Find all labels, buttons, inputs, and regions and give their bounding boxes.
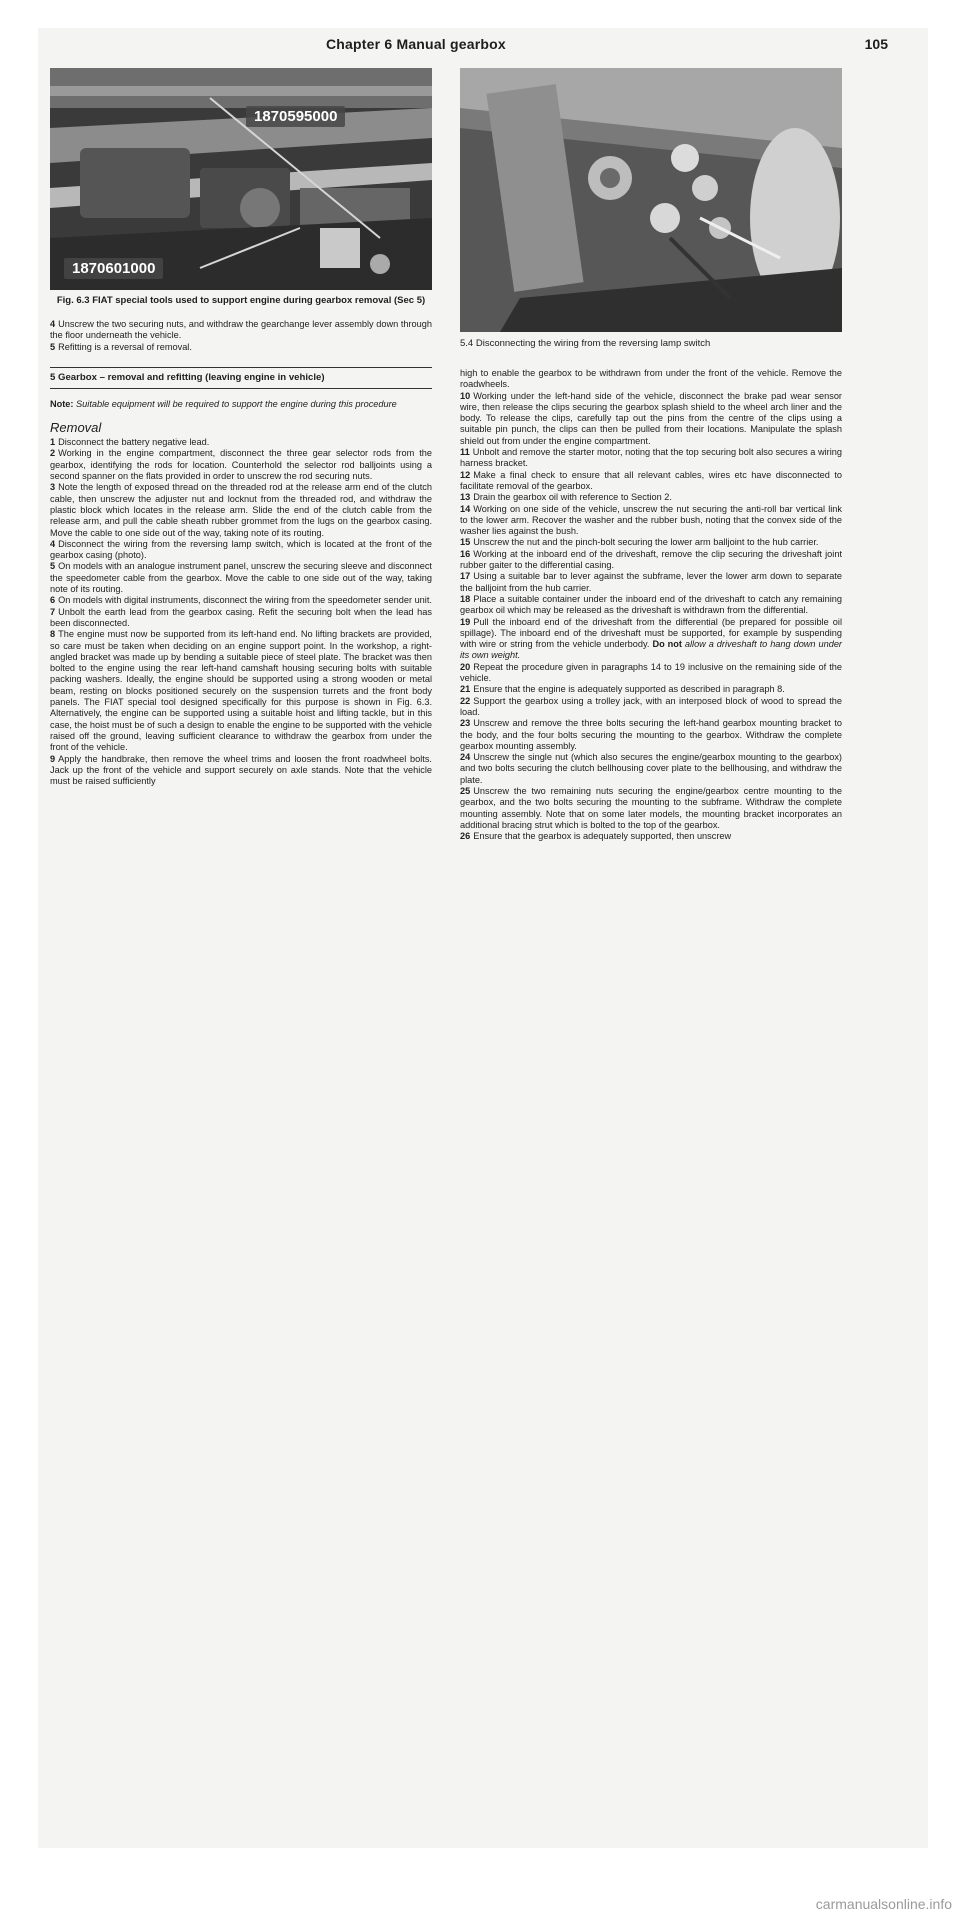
paragraph: 22 Support the gearbox using a trolley jack, with an interposed block of wood to spread the load. bbox=[460, 695, 842, 717]
tool-callout-bottom: 1870601000 bbox=[64, 258, 163, 279]
paragraph: 10 Working under the left-hand side of the vehicle, disconnect the brake pad wear sensor wire, then release the clips securing the gearbox splash shield to the wheel arch liner and the body. To release the clips, carefully tap out the pins from the centre of the clips using a suitable pin punch, the clips can then be pulled from their locations. Manipulate the splash shield out from under the engine compartment. bbox=[460, 390, 842, 446]
site-watermark: carmanualsonline.info bbox=[815, 1896, 952, 1912]
reversing-switch-image bbox=[460, 68, 842, 332]
section-rule-top bbox=[50, 367, 432, 368]
section-title: 5 Gearbox – removal and refitting (leaving engine in vehicle) bbox=[50, 371, 325, 383]
page-header bbox=[38, 36, 928, 60]
chapter-title: Chapter 6 Manual gearbox bbox=[326, 36, 506, 52]
paragraph: 1 Disconnect the battery negative lead. bbox=[50, 437, 210, 448]
paragraph: 4 Unscrew the two securing nuts, and withdraw the gearchange lever assembly down through the floor underneath the vehicle. bbox=[50, 319, 432, 341]
engine-bay-image bbox=[50, 68, 432, 290]
removal-subheading: Removal bbox=[50, 420, 102, 436]
paragraph-continuation: high to enable the gearbox to be withdrawn from under the front of the vehicle. Remove the roadwheels. bbox=[460, 368, 842, 390]
figure-caption-left: Fig. 6.3 FIAT special tools used to support engine during gearbox removal (Sec 5) bbox=[56, 295, 426, 306]
intro-paragraphs bbox=[50, 319, 432, 353]
paragraph: 13 Drain the gearbox oil with reference to Section 2. bbox=[460, 492, 672, 503]
paragraph: 11 Unbolt and remove the starter motor, noting that the top securing bolt also secures a wiring harness bracket. bbox=[460, 447, 842, 469]
page-number: 105 bbox=[864, 36, 888, 52]
paragraph: 7 Unbolt the earth lead from the gearbox casing. Refit the securing bolt when the lead has been disconnected. bbox=[50, 606, 432, 628]
paragraph: 24 Unscrew the single nut (which also secures the engine/gearbox mounting to the gearbox) and two bolts securing the clutch bellhousing cover plate to the bellhousing, and withdraw the plate. bbox=[460, 752, 842, 785]
paragraph: 6 On models with digital instruments, disconnect the wiring from the speedometer sender unit. bbox=[50, 595, 432, 606]
left-column bbox=[50, 68, 432, 787]
paragraph: 23 Unscrew and remove the three bolts securing the left-hand gearbox mounting bracket to the body, and the four bolts securing the mounting to the gearbox. Withdraw the complete gearbox mounting assembly. bbox=[460, 718, 842, 751]
paragraph: 8 The engine must now be supported from its left-hand end. No lifting brackets are provided, so care must be taken when deciding on an engine support point. In the workshop, a right-angled bracket was made up by bending a suitable piece of steel plate. The bracket was then bolted to the engine using the rear left-hand camshaft housing securing bolts with suitable packing washers. Ideally, the engine should be supported using a strong wooden or metal beam, resting on blocks positioned securely on the suspension turrets and the front body panels. The FIAT special tool designed specifically for this purpose is shown in Fig. 6.3. Alternatively, the engine can be supported using a suitable hoist and lifting tackle, but in this case, the hoist must be of such a design to enable the engine to be supported with the vehicle raised off the ground, leaving sufficient clearance to withdraw the gearbox from under the front of the vehicle. bbox=[50, 629, 432, 753]
engine-bay-photo bbox=[50, 68, 432, 290]
paragraph: 3 Note the length of exposed thread on the threaded rod at the release arm end of the clutch cable, then unscrew the adjuster nut and locknut from the threaded rod, and withdraw the plastic block which locates in the release arm. Slide the end of the clutch cable from the release arm, and pull the cable sheath rubber grommet from the lugs on the gearbox casing. Move the cable to one side out of the way, taking note of its routing. bbox=[50, 482, 432, 538]
paragraph: 20 Repeat the procedure given in paragraphs 14 to 19 inclusive on the remaining side of the vehicle. bbox=[460, 661, 842, 684]
section-rule-bottom bbox=[50, 388, 432, 389]
paragraph: 4 Disconnect the wiring from the reversing lamp switch, which is located at the front of the gearbox casing (photo). bbox=[50, 538, 432, 561]
paragraph: 19 Pull the inboard end of the driveshaft from the differential (be prepared for possible oil spillage). The inboard end of the driveshaft must be supported, for example by suspending with wire or string from the vehicle underbody. Do not allow a driveshaft to hang down under its own weight. bbox=[460, 616, 842, 661]
paragraph: 15 Unscrew the nut and the pinch-bolt securing the lower arm balljoint to the hub carrier. bbox=[460, 537, 819, 548]
paragraph: 18 Place a suitable container under the inboard end of the driveshaft to catch any remaining gearbox oil which may be released as the driveshaft is withdrawn from the differential. bbox=[460, 593, 842, 616]
reversing-switch-photo bbox=[460, 68, 842, 332]
removal-paragraphs bbox=[50, 437, 432, 787]
paragraph: 16 Working at the inboard end of the driveshaft, remove the clip securing the driveshaft joint rubber gaiter to the differential casing. bbox=[460, 548, 842, 571]
paragraph: 9 Apply the handbrake, then remove the wheel trims and loosen the front roadwheel bolts. Jack up the front of the vehicle and support securely on axle stands. Note that the vehicle must be raised sufficiently bbox=[50, 753, 432, 787]
paragraph: 12 Make a final check to ensure that all relevant cables, wires etc have disconnected to facilitate removal of the gearbox. bbox=[460, 469, 842, 491]
paragraph: 25 Unscrew the two remaining nuts securing the engine/gearbox centre mounting to the gearbox, and the two bolts securing the mounting to the subframe. Withdraw the complete mounting assembly. Note that on some later models, the mounting bracket incorporates an additional bracing strut which is bolted to the top of the gearbox. bbox=[460, 785, 842, 830]
paragraph: 26 Ensure that the gearbox is adequately supported, then unscrew bbox=[460, 831, 732, 842]
tool-callout-top: 1870595000 bbox=[246, 106, 345, 127]
paragraph: 14 Working on one side of the vehicle, unscrew the nut securing the anti-roll bar vertical link to the lower arm. Recover the washer and the rubber bush, noting that the convex side of the washer lies against the bush. bbox=[460, 503, 842, 537]
paragraph: 5 On models with an analogue instrument panel, unscrew the securing sleeve and disconnect the speedometer cable from the gearbox. Move the cable to one side out of the way, taking note of its routing. bbox=[50, 561, 432, 595]
section-note: Note: Suitable equipment will be required to support the engine during this procedure bbox=[50, 398, 397, 409]
paragraph: 17 Using a suitable bar to lever against the subframe, lever the lower arm down to separate the balljoint from the hub carrier. bbox=[460, 571, 842, 593]
continued-paragraphs bbox=[460, 368, 842, 842]
paragraph: 21 Ensure that the engine is adequately supported as described in paragraph 8. bbox=[460, 684, 785, 695]
paragraph: 2 Working in the engine compartment, disconnect the three gear selector rods from the gearbox, identifying the rods for location. Counterhold the selector rod balljoints using a second spanner on the flats provided in order to unscrew the rod securing nuts. bbox=[50, 448, 432, 482]
manual-page bbox=[38, 28, 928, 1848]
paragraph: 5 Refitting is a reversal of removal. bbox=[50, 341, 192, 352]
figure-caption-right: 5.4 Disconnecting the wiring from the reversing lamp switch bbox=[460, 338, 711, 349]
right-column bbox=[460, 68, 842, 842]
